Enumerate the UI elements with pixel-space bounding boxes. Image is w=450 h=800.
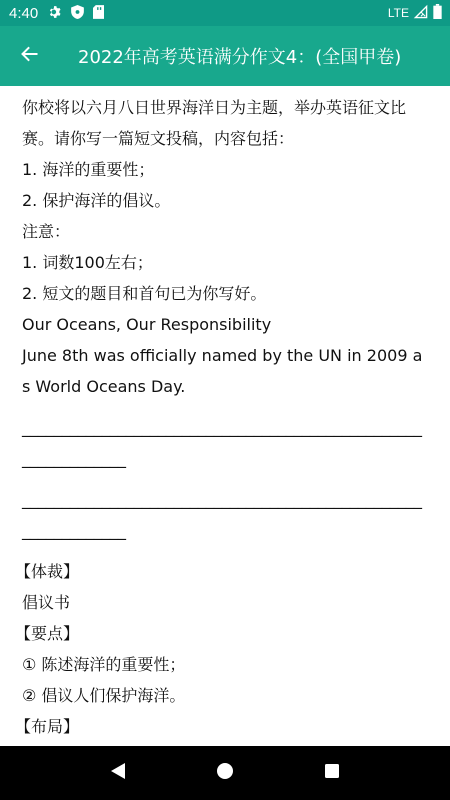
- status-notification-icons: [48, 4, 104, 23]
- essay-title: Our Oceans, Our Responsibility: [22, 315, 272, 334]
- nav-recents-icon: [324, 763, 340, 783]
- back-button[interactable]: [0, 26, 60, 86]
- article-paragraph: 1. 海洋的重要性；: [22, 160, 155, 179]
- nav-back-button[interactable]: [98, 753, 138, 793]
- signal-icon: [414, 4, 428, 23]
- app-bar: [0, 26, 450, 86]
- shield-icon: [71, 4, 84, 23]
- network-type: LTE: [387, 6, 409, 20]
- sd-card-icon: [93, 4, 104, 23]
- nav-recents-button[interactable]: [312, 753, 352, 793]
- article-paragraph: 注意：: [22, 222, 71, 241]
- nav-home-button[interactable]: [205, 753, 245, 793]
- article-paragraph: 你校将以六月八日世界海洋日为主题，举办英语征文比赛。请你写一篇短文投稿，内容包括：: [22, 98, 407, 148]
- back-arrow-icon: [20, 44, 40, 68]
- nav-home-icon: [216, 762, 234, 784]
- blank-writing-line: _______________________________________________________________: [22, 490, 422, 540]
- section-heading: 【体裁】: [15, 562, 80, 581]
- article-paragraph: ② 倡议人们保护海洋。: [22, 686, 186, 705]
- article-paragraph: 1. 词数100左右；: [22, 253, 153, 272]
- article-paragraph: ① 陈述海洋的重要性；: [22, 655, 186, 674]
- battery-icon: [433, 4, 442, 23]
- system-nav-bar: [0, 746, 450, 800]
- status-system-icons: [388, 4, 442, 23]
- page-title: 2022年高考英语满分作文4：(全国甲卷): [78, 47, 402, 68]
- article-paragraph: 2. 保护海洋的倡议。: [22, 191, 171, 210]
- section-heading: 【布局】: [15, 717, 80, 736]
- essay-first-sentence: June 8th was officially named by the UN in 2009 as World Oceans Day.: [22, 346, 423, 396]
- article-paragraph: 倡议书: [22, 593, 71, 612]
- article-paragraph: 2. 短文的题目和首句已为你写好。: [22, 284, 267, 303]
- settings-icon: [48, 4, 62, 23]
- section-heading: 【要点】: [15, 624, 80, 643]
- blank-writing-line: _______________________________________________________________: [22, 418, 422, 468]
- article-content[interactable]: [0, 86, 450, 746]
- status-time: 4:40: [9, 4, 39, 22]
- status-bar: [0, 0, 450, 26]
- nav-back-icon: [109, 762, 127, 784]
